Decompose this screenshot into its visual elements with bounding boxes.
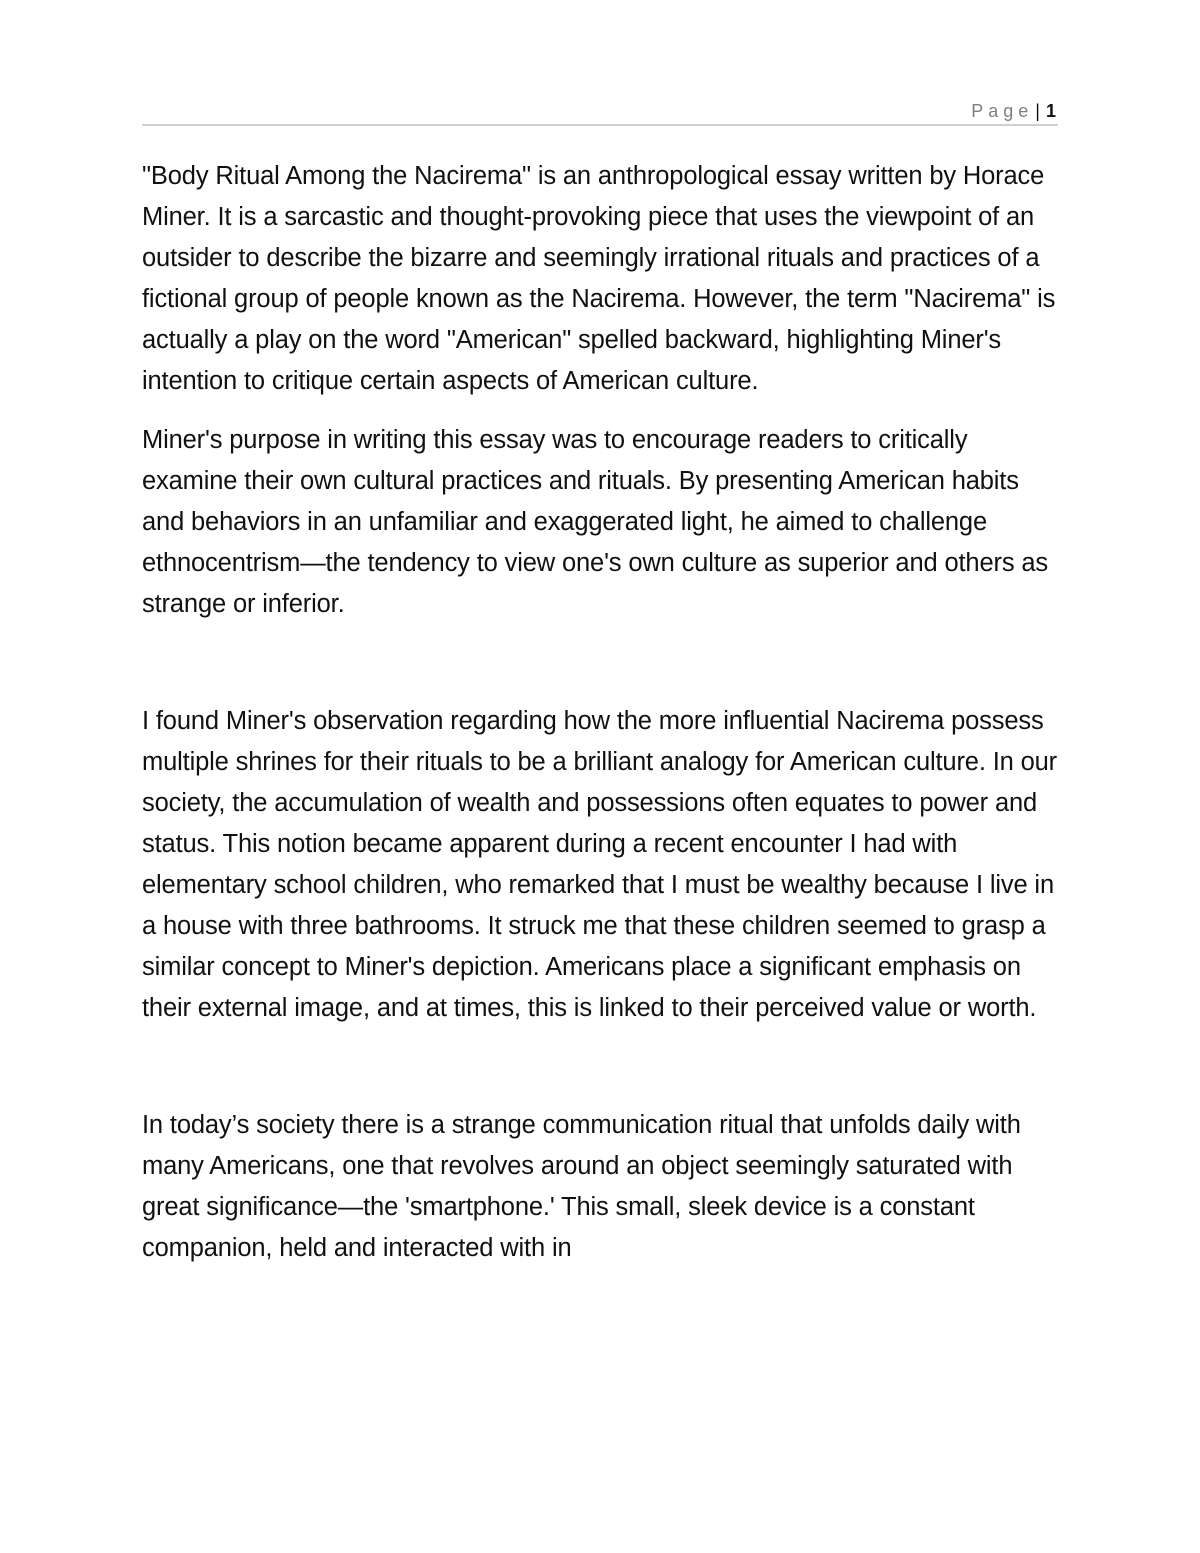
page-number-label [971,100,1056,122]
page-separator: | [1035,101,1040,121]
page-header [142,96,1058,126]
page-word: Page [971,101,1034,121]
paragraph-3: I found Miner's observation regarding how the more influential Nacirema possess multiple shrines for their rituals to be a brilliant analogy for American culture. In our society, the accumulation of wealth and possessions often equates to power and status. This notion became apparent during a recent encounter I had with elementary school children, who remarked that I must be wealthy because I live in a house with three bathrooms. It struck me that these children seemed to grasp a similar concept to Miner's depiction. Americans place a significant emphasis on their external image, and at times, this is linked to their perceived value or worth. [142,707,1058,1022]
paragraph-1: "Body Ritual Among the Nacirema" is an anthropological essay written by Horace Miner. It is a sarcastic and thought-provoking piece that uses the viewpoint of an outsider to describe the bizarre and seemingly irrational rituals and practices of a fictional group of people known as the Nacirema. However, the term "Nacirema" is actually a play on the word "American" spelled backward, highlighting Miner's intention to critique certain aspects of American culture. [142,162,1056,395]
paragraph-2: Miner's purpose in writing this essay was to encourage readers to critically examine their own cultural practices and rituals. By presenting American habits and behaviors in an unfamiliar and exaggerated light, he aimed to challenge ethnocentrism—the tendency to view one's own culture as superior and others as strange or inferior. [142,426,1049,618]
paragraph-4: In today’s society there is a strange communication ritual that unfolds daily with many Americans, one that revolves around an object seemingly saturated with great significance—the 'smartphone.' This small, sleek device is a constant companion, held and interacted with in [142,1111,1021,1262]
page-number: 1 [1045,101,1056,121]
document-body [142,156,1062,1269]
